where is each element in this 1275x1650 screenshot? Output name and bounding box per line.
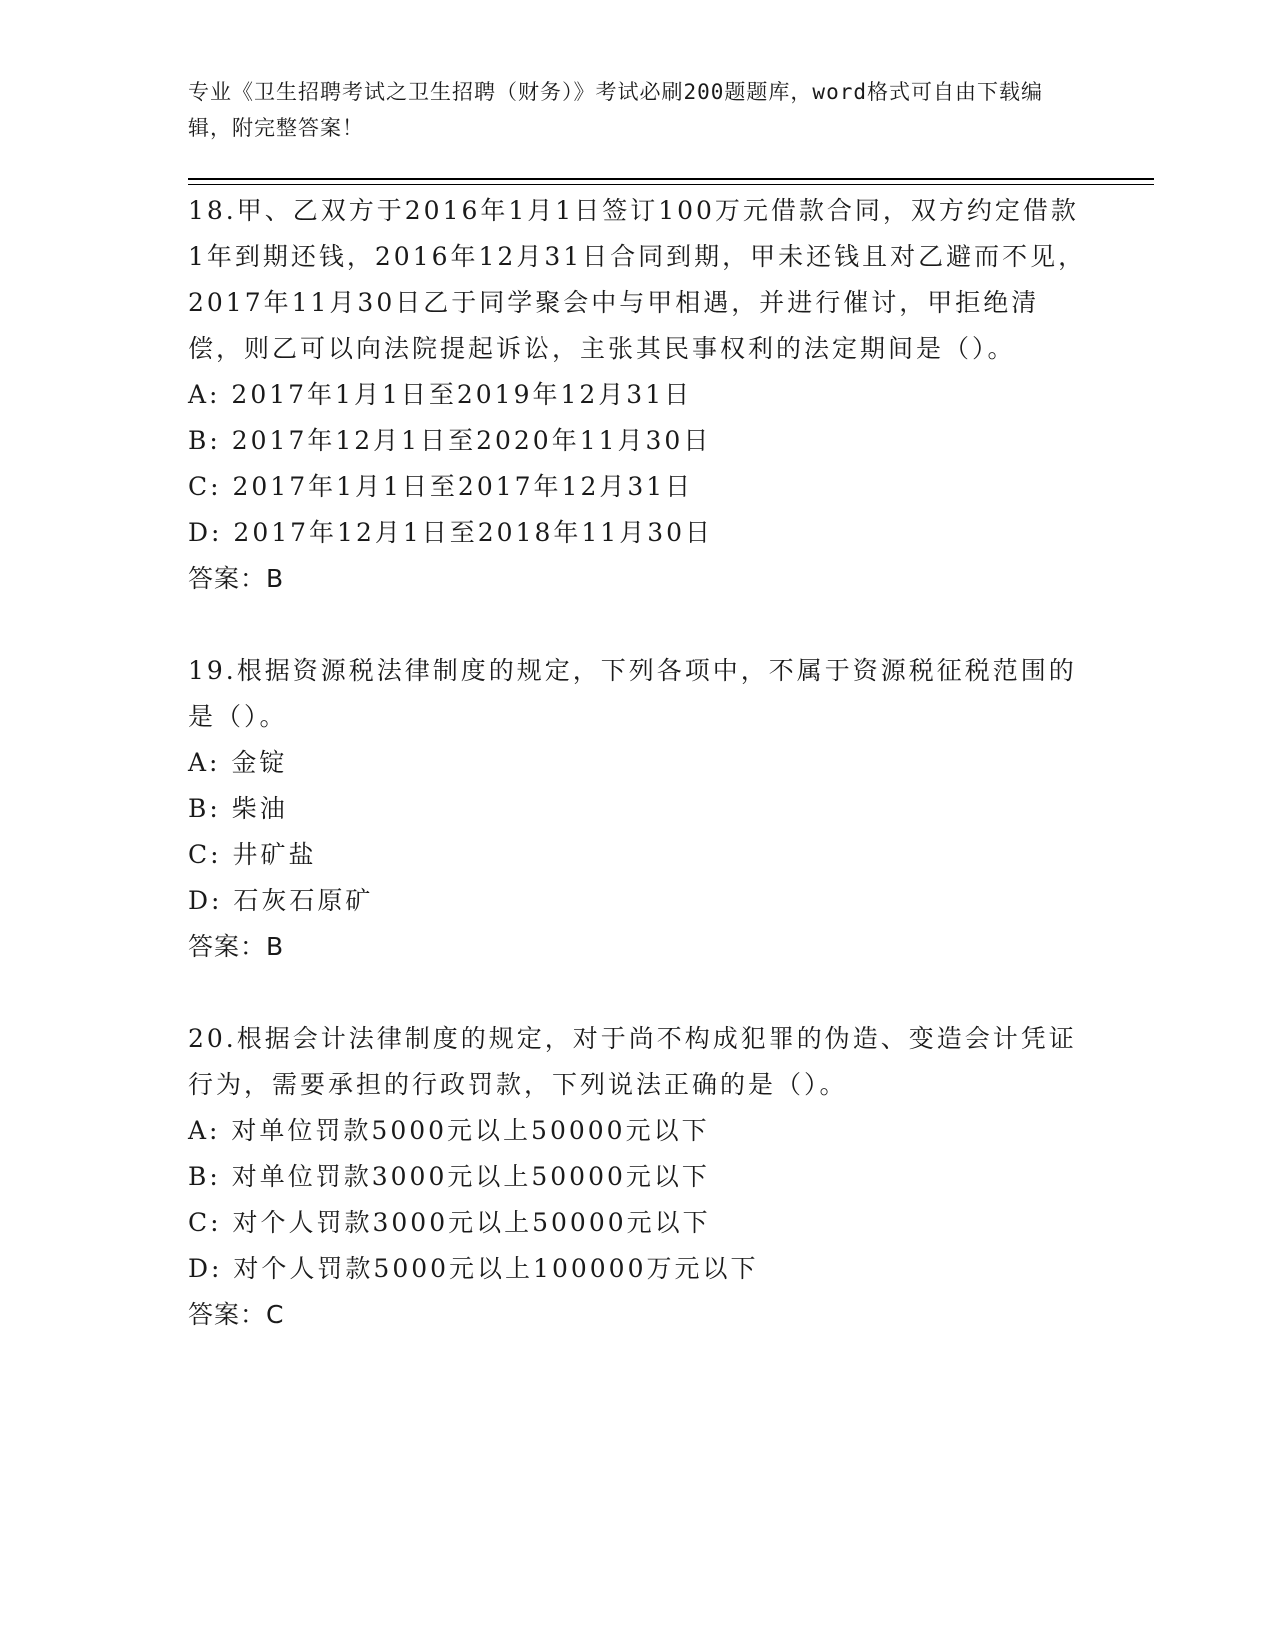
option-c: C: 井矿盐 xyxy=(188,840,317,869)
question-text: 20.根据会计法律制度的规定，对于尚不构成犯罪的伪造、变造会计凭证行为，需要承担的行政罚款，下列说法正确的是（）。 xyxy=(188,1024,1077,1099)
question-20 xyxy=(188,1016,1088,1338)
question-text: 19.根据资源税法律制度的规定，下列各项中，不属于资源税征税范围的是（）。 xyxy=(188,656,1077,731)
option-d: D: 2017年12月1日至2018年11月30日 xyxy=(188,518,714,547)
option-b: B: 2017年12月1日至2020年11月30日 xyxy=(188,426,712,455)
option-d: D: 石灰石原矿 xyxy=(188,886,374,915)
question-19 xyxy=(188,648,1088,970)
option-b: B: 对单位罚款3000元以上50000元以下 xyxy=(188,1162,710,1191)
option-c: C: 2017年1月1日至2017年12月31日 xyxy=(188,472,694,501)
question-text: 18.甲、乙双方于2016年1月1日签订100万元借款合同，双方约定借款1年到期还钱，2016年12月31日合同到期，甲未还钱且对乙避而不见，2017年11月30日乙于同学聚会中与甲相遇，并进行催讨，甲拒绝清偿，则乙可以向法院提起诉讼，主张其民事权利的法定期间是（）。 xyxy=(188,196,1087,363)
document-header: 专业《卫生招聘考试之卫生招聘（财务）》考试必刷200题题库，word格式可自由下载编辑，附完整答案！ xyxy=(188,80,1043,140)
option-d: D: 对个人罚款5000元以上100000万元以下 xyxy=(188,1254,759,1283)
header-divider-thin xyxy=(188,184,1154,185)
answer-line: 答案：B xyxy=(188,932,285,961)
header-divider-thick xyxy=(188,178,1154,180)
option-b: B: 柴油 xyxy=(188,794,288,823)
option-a: A: 金锭 xyxy=(188,748,288,777)
answer-line: 答案：B xyxy=(188,564,285,593)
question-list xyxy=(188,188,1088,1338)
option-a: A: 2017年1月1日至2019年12月31日 xyxy=(188,380,693,409)
answer-line: 答案：C xyxy=(188,1300,285,1329)
option-c: C: 对个人罚款3000元以上50000元以下 xyxy=(188,1208,711,1237)
question-18 xyxy=(188,188,1088,602)
option-a: A: 对单位罚款5000元以上50000元以下 xyxy=(188,1116,710,1145)
